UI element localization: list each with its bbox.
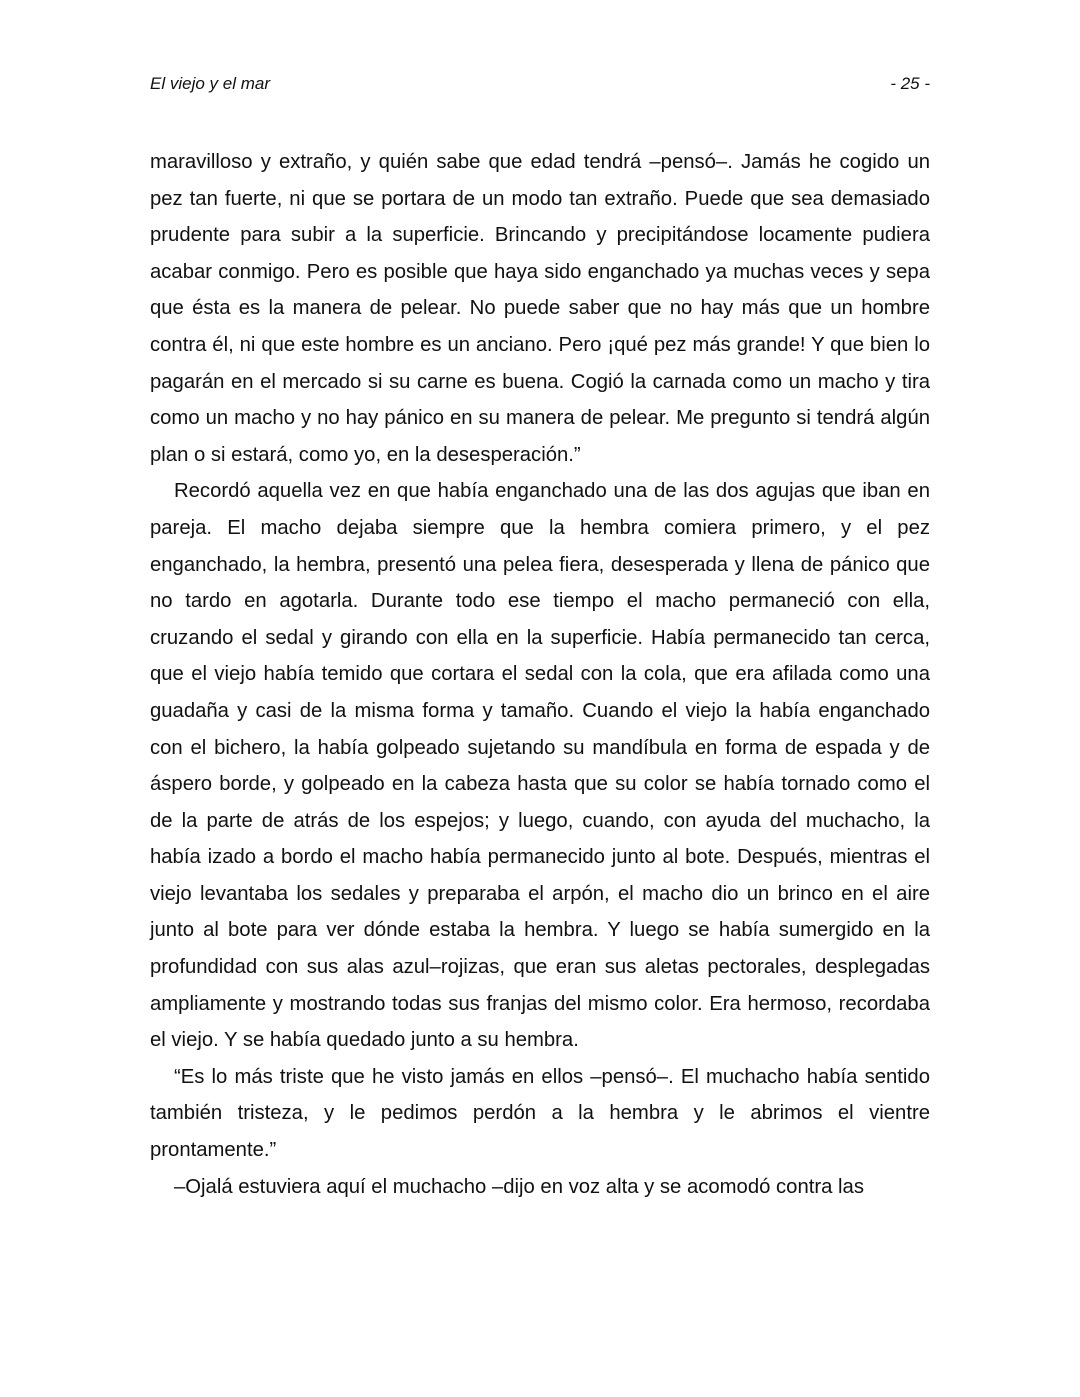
paragraph-1: maravilloso y extraño, y quién sabe que edad tendrá –pensó–. Jamás he cogido un pez tan fuerte, ni que se portara de un modo tan extraño. Puede que sea demasiado prudente para subir a la superficie. Brincando y precipitándose locamente pudiera acabar conmigo. Pero es posible que haya sido enganchado ya muchas veces y sepa que ésta es la manera de pelear. No puede saber que no hay más que un hombre contra él, ni que este hombre es un anciano. Pero ¡qué pez más grande! Y que bien lo pagarán en el mercado si su carne es buena. Cogió la carnada como un macho y tira como un macho y no hay pánico en su manera de pelear. Me pregunto si tendrá algún plan o si estará, como yo, en la desesperación.” <box>150 151 930 466</box>
body-text <box>150 144 930 1205</box>
paragraph-2: Recordó aquella vez en que había enganchado una de las dos agujas que iban en pareja. El macho dejaba siempre que la hembra comiera primero, y el pez enganchado, la hembra, presentó una pelea fiera, desesperada y llena de pánico que no tardo en agotarla. Durante todo ese tiempo el macho permaneció con ella, cruzando el sedal y girando con ella en la superficie. Había permanecido tan cerca, que el viejo había temido que cortara el sedal con la cola, que era afilada como una guadaña y casi de la misma forma y tamaño. Cuando el viejo la había enganchado con el bichero, la había golpeado sujetando su mandíbula en forma de espada y de áspero borde, y golpeado en la cabeza hasta que su color se había tornado como el de la parte de atrás de los espejos; y luego, cuando, con ayuda del muchacho, la había izado a bordo el macho había permanecido junto al bote. Después, mientras el viejo levantaba los sedales y preparaba el arpón, el macho dio un brinco en el aire junto al bote para ver dónde estaba la hembra. Y luego se había sumergido en la profundidad con sus alas azul–rojizas, que eran sus aletas pectorales, desplegadas ampliamente y mostrando todas sus franjas del mismo color. Era hermoso, recordaba el viejo. Y se había quedado junto a su hembra. <box>150 480 930 1052</box>
page-header <box>150 74 930 98</box>
book-title: El viejo y el mar <box>150 74 270 93</box>
paragraph-3: “Es lo más triste que he visto jamás en ellos –pensó–. El muchacho había sentido también tristeza, y le pedimos perdón a la hembra y le abrimos el vientre prontamente.” <box>150 1065 930 1162</box>
page-number: - 25 - <box>890 74 930 93</box>
paragraph-4: –Ojalá estuviera aquí el muchacho –dijo en voz alta y se acomodó contra las <box>174 1175 864 1198</box>
